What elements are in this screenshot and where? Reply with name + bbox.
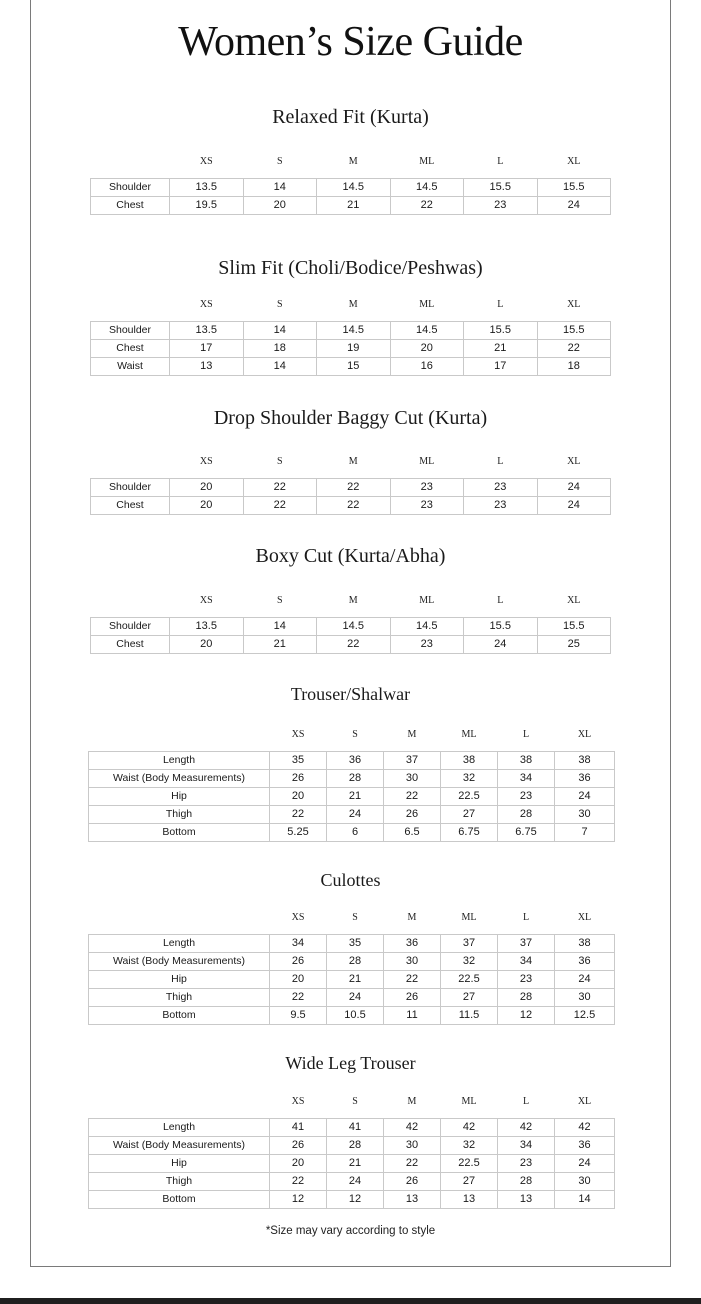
size-value-cell: 38: [555, 752, 615, 770]
size-value-cell: 20: [270, 788, 327, 806]
header-blank: [91, 456, 170, 479]
table-row: [91, 340, 611, 358]
table-row: [89, 971, 615, 989]
size-value-cell: 26: [270, 770, 327, 788]
header-blank: [89, 1096, 270, 1119]
table-row: [91, 618, 611, 636]
size-value-cell: 6: [327, 824, 384, 842]
size-header-xs: XS: [199, 595, 213, 606]
table-row: [89, 1137, 615, 1155]
size-value-cell: 32: [441, 953, 498, 971]
size-header-ml: ML: [419, 156, 435, 167]
size-value-cell: 9.5: [270, 1007, 327, 1025]
table-row: [91, 322, 611, 340]
row-label: Shoulder: [91, 479, 170, 497]
size-value-cell: 11.5: [441, 1007, 498, 1025]
size-value-cell: 15.5: [464, 322, 538, 340]
size-value-cell: 13: [384, 1191, 441, 1209]
row-label: Bottom: [89, 824, 270, 842]
size-footnote: *Size may vary according to style: [265, 1225, 436, 1237]
size-value-cell: 24: [327, 1173, 384, 1191]
table-row: [89, 788, 615, 806]
size-value-cell: 36: [327, 752, 384, 770]
size-header-s: S: [352, 912, 358, 923]
size-value-cell: 34: [498, 1137, 555, 1155]
size-value-cell: 22: [384, 971, 441, 989]
row-label: Waist (Body Measurements): [89, 953, 270, 971]
row-label: Chest: [91, 340, 170, 358]
size-value-cell: 24: [537, 497, 611, 515]
size-value-cell: 5.25: [270, 824, 327, 842]
row-label: Waist: [91, 358, 170, 376]
size-value-cell: 20: [170, 636, 244, 654]
size-value-cell: 22: [243, 497, 317, 515]
size-value-cell: 41: [270, 1119, 327, 1137]
size-value-cell: 28: [327, 1137, 384, 1155]
size-value-cell: 28: [498, 989, 555, 1007]
size-value-cell: 13: [441, 1191, 498, 1209]
size-value-cell: 24: [464, 636, 538, 654]
size-value-cell: 41: [327, 1119, 384, 1137]
size-header-xl: XL: [577, 1096, 592, 1107]
size-value-cell: 24: [537, 479, 611, 497]
size-value-cell: 21: [243, 636, 317, 654]
header-blank: [91, 595, 170, 618]
size-value-cell: 14.5: [390, 322, 464, 340]
size-header-xs: XS: [291, 729, 305, 740]
size-value-cell: 16: [390, 358, 464, 376]
row-label: Waist (Body Measurements): [89, 770, 270, 788]
size-value-cell: 30: [555, 806, 615, 824]
size-header-xl: XL: [577, 912, 592, 923]
size-value-cell: 26: [270, 953, 327, 971]
size-value-cell: 20: [243, 197, 317, 215]
size-header-ml: ML: [419, 595, 435, 606]
size-value-cell: 22: [390, 197, 464, 215]
size-table-culottes: [88, 912, 615, 1025]
size-header-s: S: [276, 456, 283, 467]
size-value-cell: 26: [384, 1173, 441, 1191]
table-row: [91, 636, 611, 654]
size-header-m: M: [407, 912, 417, 923]
size-value-cell: 22: [317, 636, 391, 654]
size-value-cell: 14: [243, 322, 317, 340]
size-value-cell: 22.5: [441, 1155, 498, 1173]
size-value-cell: 6.5: [384, 824, 441, 842]
size-value-cell: 42: [555, 1119, 615, 1137]
size-value-cell: 15: [317, 358, 391, 376]
size-value-cell: 23: [464, 497, 538, 515]
size-value-cell: 24: [537, 197, 611, 215]
size-header-ml: ML: [419, 456, 435, 467]
size-value-cell: 42: [441, 1119, 498, 1137]
row-label: Thigh: [89, 1173, 270, 1191]
header-blank: [89, 729, 270, 752]
size-value-cell: 20: [270, 971, 327, 989]
size-value-cell: 6.75: [441, 824, 498, 842]
size-value-cell: 22: [537, 340, 611, 358]
size-header-ml: ML: [461, 912, 477, 923]
size-value-cell: 21: [464, 340, 538, 358]
size-value-cell: 15.5: [464, 618, 538, 636]
header-blank: [91, 299, 170, 322]
size-value-cell: 26: [270, 1137, 327, 1155]
size-value-cell: 37: [498, 935, 555, 953]
size-header-s: S: [276, 156, 283, 167]
size-value-cell: 21: [327, 788, 384, 806]
size-value-cell: 13.5: [170, 179, 244, 197]
size-header-ml: ML: [419, 299, 435, 310]
size-value-cell: 36: [555, 953, 615, 971]
size-value-cell: 38: [441, 752, 498, 770]
size-value-cell: 30: [384, 1137, 441, 1155]
size-value-cell: 15.5: [464, 179, 538, 197]
row-label: Hip: [89, 971, 270, 989]
size-header-m: M: [407, 729, 417, 740]
size-value-cell: 23: [498, 971, 555, 989]
size-header-m: M: [348, 156, 358, 167]
size-value-cell: 7: [555, 824, 615, 842]
size-value-cell: 24: [555, 1155, 615, 1173]
size-value-cell: 26: [384, 806, 441, 824]
row-label: Thigh: [89, 806, 270, 824]
size-value-cell: 34: [270, 935, 327, 953]
size-value-cell: 23: [498, 788, 555, 806]
size-value-cell: 10.5: [327, 1007, 384, 1025]
table-row: [89, 806, 615, 824]
size-header-xs: XS: [291, 1096, 305, 1107]
size-value-cell: 20: [270, 1155, 327, 1173]
row-label: Shoulder: [91, 179, 170, 197]
size-header-xl: XL: [577, 729, 592, 740]
size-value-cell: 23: [390, 636, 464, 654]
row-label: Shoulder: [91, 618, 170, 636]
size-value-cell: 24: [327, 989, 384, 1007]
size-value-cell: 25: [537, 636, 611, 654]
size-value-cell: 15.5: [537, 322, 611, 340]
size-header-l: L: [522, 1096, 530, 1107]
size-value-cell: 12: [327, 1191, 384, 1209]
size-header-m: M: [348, 299, 358, 310]
header-blank: [89, 912, 270, 935]
size-value-cell: 30: [384, 953, 441, 971]
size-value-cell: 27: [441, 1173, 498, 1191]
size-value-cell: 11: [384, 1007, 441, 1025]
table-row: [91, 479, 611, 497]
size-table-slim-fit: [90, 299, 611, 376]
row-label: Length: [89, 935, 270, 953]
size-header-xs: XS: [199, 456, 213, 467]
size-value-cell: 22.5: [441, 788, 498, 806]
size-value-cell: 14.5: [317, 618, 391, 636]
table-row: [89, 1007, 615, 1025]
row-label: Hip: [89, 1155, 270, 1173]
size-value-cell: 38: [555, 935, 615, 953]
size-value-cell: 13: [170, 358, 244, 376]
size-value-cell: 15.5: [537, 618, 611, 636]
size-value-cell: 42: [384, 1119, 441, 1137]
size-value-cell: 17: [170, 340, 244, 358]
size-value-cell: 32: [441, 770, 498, 788]
size-value-cell: 12: [270, 1191, 327, 1209]
size-value-cell: 22: [317, 497, 391, 515]
size-value-cell: 23: [464, 479, 538, 497]
size-value-cell: 19.5: [170, 197, 244, 215]
size-table-relaxed-fit: [90, 156, 611, 215]
size-value-cell: 14: [555, 1191, 615, 1209]
size-table-wide-leg: [88, 1096, 615, 1209]
size-value-cell: 23: [464, 197, 538, 215]
size-table-drop-shoulder: [90, 456, 611, 515]
size-value-cell: 14.5: [317, 179, 391, 197]
size-value-cell: 22: [384, 788, 441, 806]
size-header-l: L: [522, 912, 530, 923]
size-header-m: M: [348, 456, 358, 467]
size-value-cell: 28: [498, 806, 555, 824]
table-row: [91, 197, 611, 215]
size-header-l: L: [497, 299, 504, 310]
size-value-cell: 13.5: [170, 618, 244, 636]
size-header-ml: ML: [461, 729, 477, 740]
size-value-cell: 24: [555, 971, 615, 989]
size-value-cell: 37: [441, 935, 498, 953]
section-title-slim-fit: Slim Fit (Choli/Bodice/Peshwas): [218, 257, 483, 279]
section-title-boxy-cut: Boxy Cut (Kurta/Abha): [255, 545, 446, 567]
size-header-s: S: [352, 729, 358, 740]
table-row: [89, 1119, 615, 1137]
page-title: Women’s Size Guide: [178, 19, 523, 65]
table-row: [89, 752, 615, 770]
section-title-drop-shoulder: Drop Shoulder Baggy Cut (Kurta): [213, 407, 488, 429]
size-value-cell: 22: [384, 1155, 441, 1173]
table-row: [89, 770, 615, 788]
size-value-cell: 19: [317, 340, 391, 358]
size-value-cell: 23: [498, 1155, 555, 1173]
table-row: [89, 935, 615, 953]
size-value-cell: 14.5: [390, 179, 464, 197]
size-header-xl: XL: [567, 456, 581, 467]
size-value-cell: 6.75: [498, 824, 555, 842]
size-value-cell: 28: [327, 770, 384, 788]
size-header-m: M: [407, 1096, 417, 1107]
size-value-cell: 22: [270, 1173, 327, 1191]
size-header-l: L: [497, 595, 504, 606]
size-value-cell: 36: [384, 935, 441, 953]
row-label: Hip: [89, 788, 270, 806]
size-header-xl: XL: [567, 156, 581, 167]
size-value-cell: 14.5: [317, 322, 391, 340]
size-value-cell: 23: [390, 497, 464, 515]
size-value-cell: 22.5: [441, 971, 498, 989]
size-value-cell: 14.5: [390, 618, 464, 636]
size-header-xs: XS: [199, 156, 213, 167]
size-value-cell: 34: [498, 953, 555, 971]
section-title-relaxed-fit: Relaxed Fit (Kurta): [272, 106, 429, 128]
size-value-cell: 30: [555, 1173, 615, 1191]
size-value-cell: 30: [384, 770, 441, 788]
size-value-cell: 42: [498, 1119, 555, 1137]
size-value-cell: 14: [243, 618, 317, 636]
size-value-cell: 22: [243, 479, 317, 497]
size-value-cell: 12: [498, 1007, 555, 1025]
size-value-cell: 35: [327, 935, 384, 953]
size-value-cell: 20: [390, 340, 464, 358]
row-label: Chest: [91, 636, 170, 654]
header-blank: [91, 156, 170, 179]
size-value-cell: 35: [270, 752, 327, 770]
section-title-wide-leg: Wide Leg Trouser: [285, 1053, 416, 1073]
size-header-s: S: [276, 299, 283, 310]
size-value-cell: 27: [441, 806, 498, 824]
size-header-ml: ML: [461, 1096, 477, 1107]
size-value-cell: 15.5: [537, 179, 611, 197]
size-value-cell: 14: [243, 358, 317, 376]
size-value-cell: 12.5: [555, 1007, 615, 1025]
size-value-cell: 21: [327, 1155, 384, 1173]
row-label: Length: [89, 752, 270, 770]
size-table-trouser-shalwar: [88, 729, 615, 842]
section-title-culottes: Culottes: [320, 870, 381, 890]
size-value-cell: 22: [317, 479, 391, 497]
table-row: [89, 1173, 615, 1191]
row-label: Shoulder: [91, 322, 170, 340]
size-value-cell: 32: [441, 1137, 498, 1155]
row-label: Length: [89, 1119, 270, 1137]
size-value-cell: 36: [555, 1137, 615, 1155]
size-header-s: S: [352, 1096, 358, 1107]
size-value-cell: 13: [498, 1191, 555, 1209]
table-row: [89, 989, 615, 1007]
row-label: Chest: [91, 497, 170, 515]
row-label: Bottom: [89, 1007, 270, 1025]
size-header-l: L: [522, 729, 530, 740]
size-value-cell: 18: [243, 340, 317, 358]
size-value-cell: 23: [390, 479, 464, 497]
size-header-xs: XS: [199, 299, 213, 310]
size-value-cell: 26: [384, 989, 441, 1007]
row-label: Waist (Body Measurements): [89, 1137, 270, 1155]
size-value-cell: 13.5: [170, 322, 244, 340]
size-value-cell: 28: [498, 1173, 555, 1191]
size-value-cell: 20: [170, 497, 244, 515]
size-value-cell: 20: [170, 479, 244, 497]
size-header-s: S: [276, 595, 283, 606]
table-row: [89, 1155, 615, 1173]
size-header-m: M: [348, 595, 358, 606]
size-value-cell: 21: [327, 971, 384, 989]
size-value-cell: 36: [555, 770, 615, 788]
table-row: [89, 953, 615, 971]
size-value-cell: 37: [384, 752, 441, 770]
size-value-cell: 21: [317, 197, 391, 215]
size-value-cell: 24: [327, 806, 384, 824]
row-label: Bottom: [89, 1191, 270, 1209]
table-row: [89, 824, 615, 842]
size-header-l: L: [497, 456, 504, 467]
size-value-cell: 27: [441, 989, 498, 1007]
size-value-cell: 22: [270, 989, 327, 1007]
size-value-cell: 14: [243, 179, 317, 197]
table-row: [89, 1191, 615, 1209]
table-row: [91, 497, 611, 515]
size-value-cell: 17: [464, 358, 538, 376]
row-label: Chest: [91, 197, 170, 215]
size-value-cell: 34: [498, 770, 555, 788]
row-label: Thigh: [89, 989, 270, 1007]
size-value-cell: 30: [555, 989, 615, 1007]
size-header-xs: XS: [291, 912, 305, 923]
size-value-cell: 38: [498, 752, 555, 770]
size-value-cell: 28: [327, 953, 384, 971]
size-table-boxy-cut: [90, 595, 611, 654]
size-value-cell: 24: [555, 788, 615, 806]
size-value-cell: 22: [270, 806, 327, 824]
size-header-xl: XL: [567, 595, 581, 606]
bottom-edge-bar: [0, 1298, 701, 1304]
table-row: [91, 179, 611, 197]
table-row: [91, 358, 611, 376]
section-title-trouser-shalwar: Trouser/Shalwar: [290, 684, 411, 704]
size-header-l: L: [497, 156, 504, 167]
size-header-xl: XL: [567, 299, 581, 310]
size-value-cell: 18: [537, 358, 611, 376]
